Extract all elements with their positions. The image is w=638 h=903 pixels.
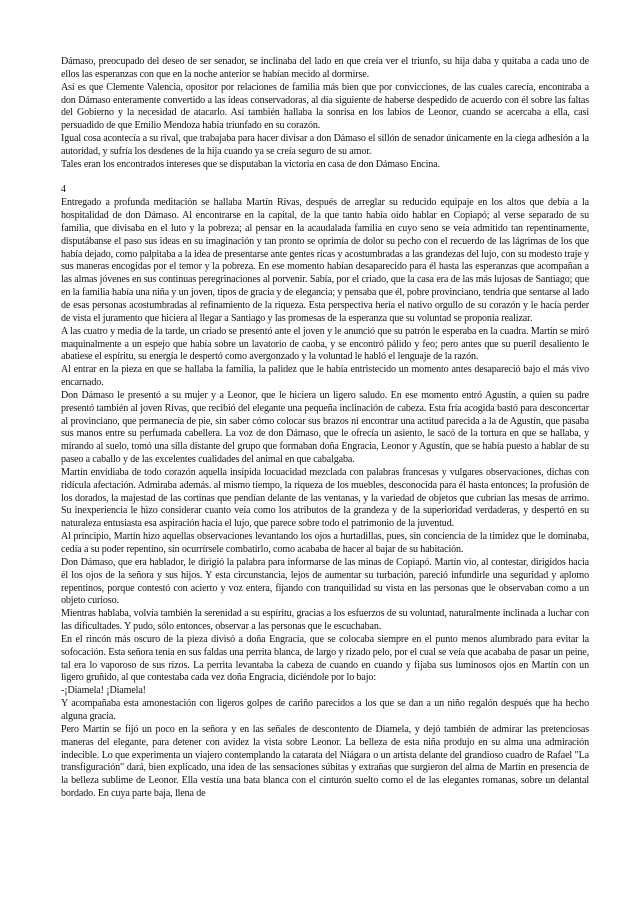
paragraph: Martín envidiaba de todo corazón aquella insípida locuacidad mezclada con palabras francesas y vulgares observaciones, dichas con ridícula afectación. Admiraba además. al mismo tiempo, la riqueza de los muebles, desconocida para él hasta entonces; la profusión de los dorados, la majestad de las cortinas que pendían delante de las ventanas, y la variedad de objetos que cubrían las mesas de arrimo. Su inexperiencia le hizo considerar cuanto veía como los atributos de la grandeza y de la superioridad verdaderas, y despertó en su naturaleza entusiasta esa aspiración hacia el lujo, que parece sobre todo el patrimonio de la juventud. xyxy=(61,466,589,530)
paragraph: En el rincón más oscuro de la pieza divisó a doña Engracia, que se colocaba siempre en el punto menos alumbrado para evitar la sofocación. Esta señora tenía en sus faldas una perrita blanca, de largo y rizado pelo, por el cual se veía que acababa de pasar un peine, tal era lo vaporoso de sus rizos. La perrita levantaba la cabeza de cuando en cuando y fijaba sus luminosos ojos en Martín con un ligero gruñido, al que contestaba cada vez doña Engracia, diciéndole por lo bajo: xyxy=(61,633,589,684)
body-text xyxy=(61,56,589,801)
paragraph: A las cuatro y media de la tarde, un criado se presentó ante el joven y le anunció que su patrón le esperaba en la cuadra. Martín se miró maquinalmente a un espejo que había sobre un lavatorio de caoba, y se encontró pálido y feo; pero antes que su pueril desaliento le abatiese el espíritu, su energía le despertó como avergonzado y la voluntad le habló el lenguaje de la razón. xyxy=(61,325,589,363)
paragraph: Pero Martín se fijó un poco en la señora y en las señales de descontento de Diamela, y dejó también de admirar las pretenciosas maneras del elegante, para detener con avidez la vista sobre Leonor. La belleza de esta niña produjo en su alma una admiración indecible. Lo que experimenta un viajero contemplando la catarata del Niágara o un artista delante del grandioso cuadro de Rafael "La transfiguración" dará, bien explicado, una idea de las sensaciones súbitas y extrañas que surgieron del alma de Martín en presencia de la belleza sublime de Leonor. Ella vestía una bata blanca con el cinturón suelto como el de las elegantes romanas, sobre un delantal bordado. En cuya parte baja, llena de xyxy=(61,723,589,800)
paragraph: -¡Diamela! ¡Diamela! xyxy=(61,685,146,697)
paragraph: Así es que Clemente Valencia, opositor por relaciones de familia más bien que por convicciones, de las cuales carecía, encontraba a don Dámaso enteramente convertido a las ideas conservadoras, al día siguiente de haberse despedido de acuerdo con él sobre las faltas del Gobierno y la necesidad de atacarlo. Así también hallaba la sonrisa en los labios de Leonor, cuando se acercaba a ella, casi persuadido de que Emilio Mendoza había triunfado en su corazón. xyxy=(61,81,589,132)
paragraph: Mientras hablaba, volvía también la serenidad a su espíritu, gracias a los esfuerzos de su voluntad, naturalmente inclinada a luchar con las dificultades. Y pudo, sólo entonces, observar a las personas que le escuchaban. xyxy=(61,608,589,633)
paragraph: Y acompañaba esta amonestación con ligeros golpes de cariño parecidos a los que se dan a un niño regalón después que ha hecho alguna gracia. xyxy=(61,698,589,722)
paragraph: Don Dámaso, que era hablador, le dirigió la palabra para informarse de las minas de Copiapó. Martín vio, al contestar, dirigidos hacia él los ojos de la señora y sus hijos. Y esta circunstancia, lejos de aumentar su turbación, pareció infundirle una seguridad y aplomo repentinos, porque contestó con acierto y voz entera, fijando con tranquilidad su vista en las personas que le observaban como a un objeto curioso. xyxy=(61,556,589,607)
chapter-number: 4 xyxy=(61,184,66,196)
paragraph: Don Dámaso le presentó a su mujer y a Leonor, que le hiciera un ligero saludo. En ese momento entró Agustín, a quien su padre presentó también al joven Rivas, que recibió del elegante una pequeña inclinación de cabeza. Esta fría acogida bastó para desconcertar al provinciano, que permanecía de pie, sin saber cómo colocar sus brazos ni encontrar una actitud parecida a la de Agustín, que pasaba sus manos entre su perfumada cabellera. La voz de don Dámaso, que le ofrecía un asiento, le sacó de la tortura en que se hallaba, y mirando al suelo, tomó una silla distante del grupo que formaban doña Engracia, Leonor y Agustín, que se había puesto a hablar de su paseo a caballo y de las excelentes cualidades del animal en que cabalgaba. xyxy=(61,389,589,466)
paragraph: Al principio, Martín hizo aquellas observaciones levantando los ojos a hurtadillas, pues, sin conciencia de la timidez que le dominaba, cedía a su poder repentino, sin ocurrírsele combatirlo, como acababa de hacer al bajar de su habitación. xyxy=(61,531,589,556)
paragraph: Al entrar en la pieza en que se hallaba la familia, la palidez que le había entristecido un momento antes desapareció bajo el más vivo encarnado. xyxy=(61,364,589,389)
paragraph: Entregado a profunda meditación se hallaba Martín Rivas, después de arreglar su reducido equipaje en los altos que debía a la hospitalidad de don Dámaso. Al encontrarse en la capital, de la que tanto había oído hablar en Copiapó; al verse separado de su familia, que divisaba en el luto y la pobreza; al pensar en la acaudalada familia en cuyo seno se veía admitido tan repentinamente, disputábanse el paso sus ideas en su imaginación y tan pronto se oprimía de dolor su pecho con el recuerdo de las lágrimas de los que había dejado, como palpitaba a la idea de presentarse ante gentes ricas y acostumbradas a las grandezas del lujo, con su modesto traje y sus maneras encogidas por el temor y la pobreza. En ese momento habían desaparecido para él hasta las esperanzas que acompañan a las almas jóvenes en sus continuas peregrinaciones al porvenir. Sabía, por el criado, que la casa era de las más lujosas de Santiago; que en la familia había una niña y un joven, tipos de gracia y de elegancia; y pensaba que él, pobre provinciano, tendría que sentarse al lado de esas personas acostumbradas al refinamiento de la riqueza. Esta perspectiva hería el nativo orgullo de su corazón y le hacía perder de vista el juramento que hiciera al llegar a Santiago y las promesas de la esperanza que su voluntad se proponía realizar. xyxy=(61,197,589,324)
paragraph: Tales eran los encontrados intereses que se disputaban la victoria en casa de don Dámaso Encina. xyxy=(61,158,440,170)
paragraph: Igual cosa acontecía a su rival, que trabajaba para hacer divisar a don Dámaso el sillón de senador únicamente en la ciega adhesión a la autoridad, y sufría los desdenes de la hija cuando ya se creía seguro de su amor. xyxy=(61,133,589,157)
paragraph: Dámaso, preocupado del deseo de ser senador, se inclinaba del lado en que creía ver el triunfo, su hija daba y quitaba a cada uno de ellos las esperanzas con que en la noche anterior se habían mecido al dormirse. xyxy=(61,56,589,80)
